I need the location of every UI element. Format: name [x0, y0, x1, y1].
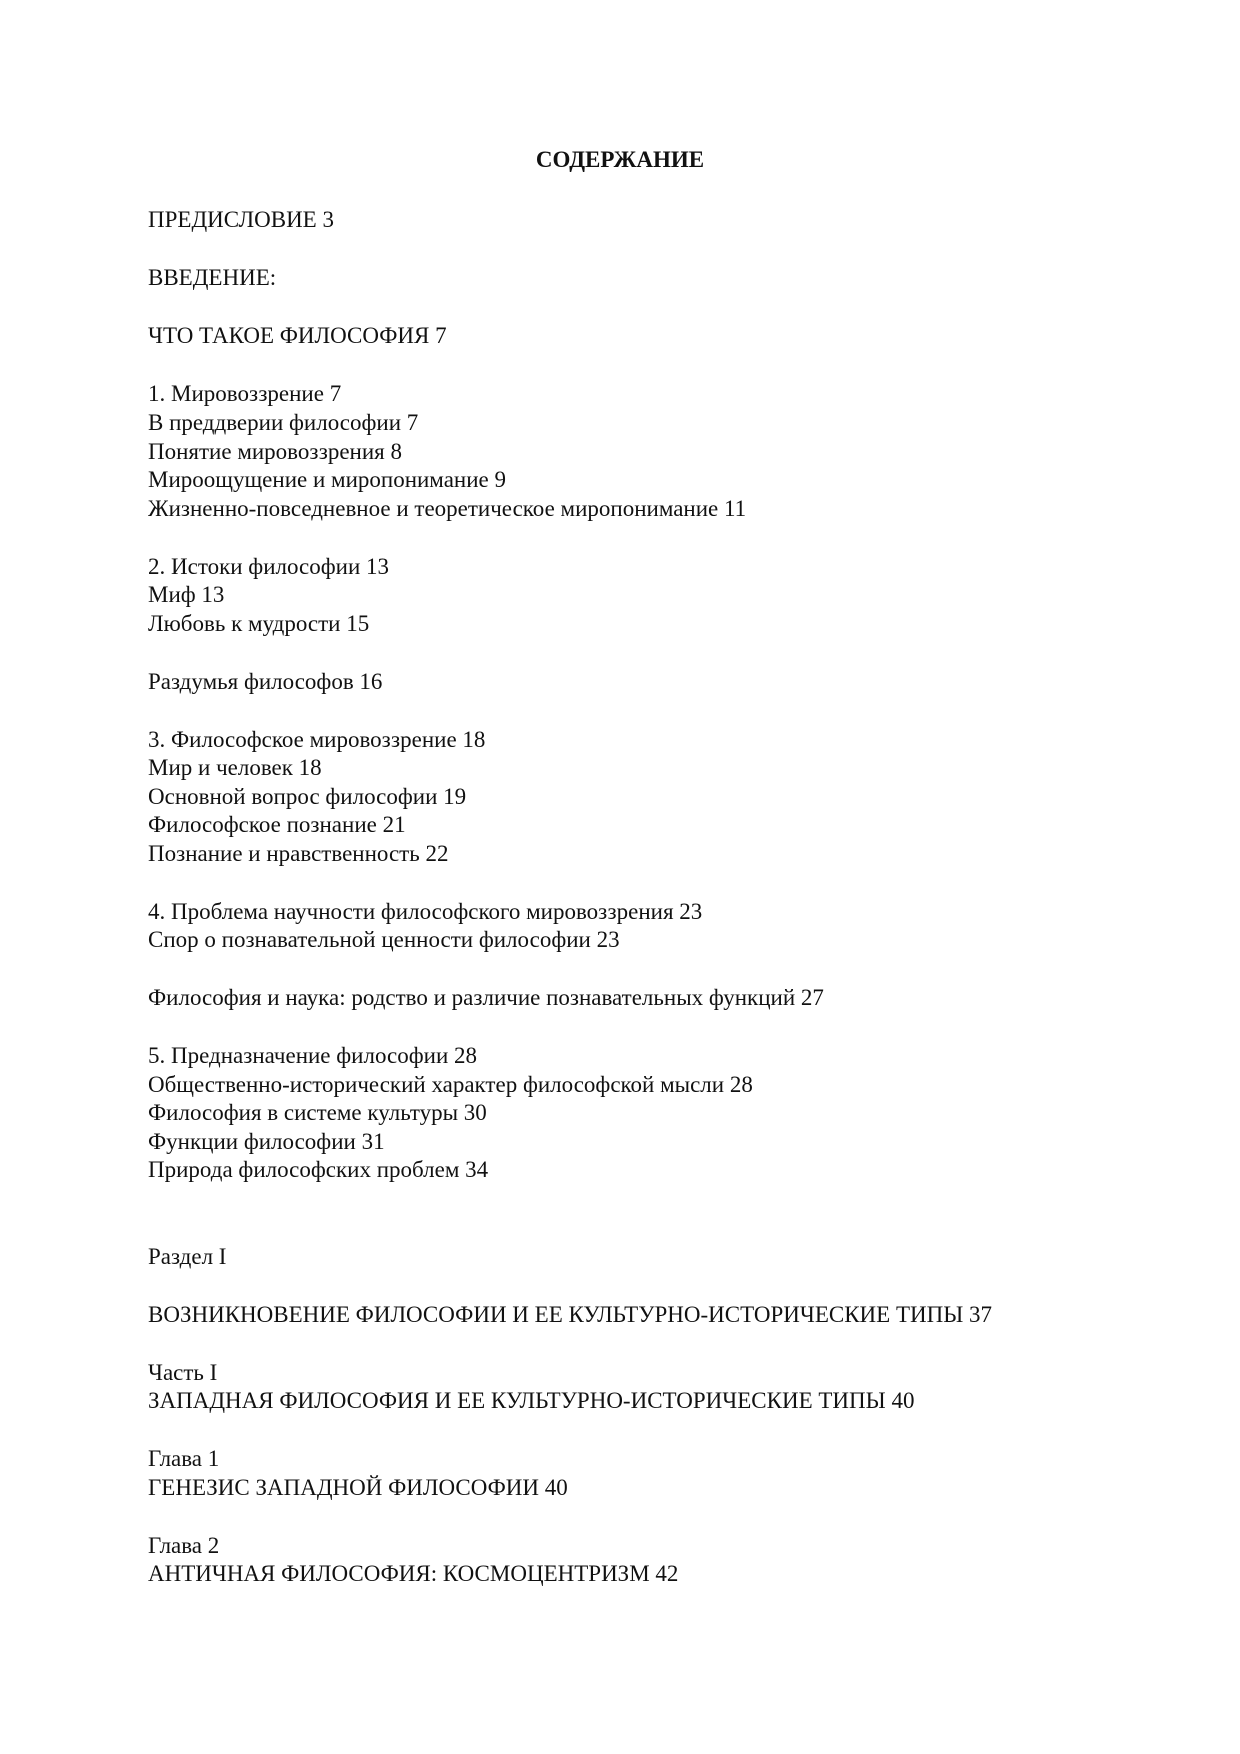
toc-entry: ВВЕДЕНИЕ: — [148, 265, 277, 290]
toc-entry: 3. Философское мировоззрение 18 — [148, 727, 486, 752]
toc-entry: В преддверии философии 7 — [148, 410, 419, 435]
toc-entry: 4. Проблема научности философского мировоззрения 23 — [148, 899, 703, 924]
toc-entry: Мир и человек 18 — [148, 755, 322, 780]
toc-entry: Философское познание 21 — [148, 812, 406, 837]
toc-entry: Основной вопрос философии 19 — [148, 784, 467, 809]
toc-entry: Раздумья философов 16 — [148, 669, 383, 694]
chapter-label: Глава 1 — [148, 1446, 220, 1471]
toc-entry: ПРЕДИСЛОВИЕ 3 — [148, 207, 334, 232]
page-title: СОДЕРЖАНИЕ — [535, 147, 705, 172]
section-heading: ВОЗНИКНОВЕНИЕ ФИЛОСОФИИ И ЕЕ КУЛЬТУРНО-ИСТОРИЧЕСКИЕ ТИПЫ 37 — [148, 1302, 993, 1327]
toc-entry: Жизненно-повседневное и теоретическое миропонимание 11 — [148, 496, 747, 521]
toc-entry: Любовь к мудрости 15 — [148, 611, 370, 636]
part-label: Часть I — [148, 1360, 218, 1385]
chapter-heading: АНТИЧНАЯ ФИЛОСОФИЯ: КОСМОЦЕНТРИЗМ 42 — [148, 1561, 679, 1586]
chapter-heading: ГЕНЕЗИС ЗАПАДНОЙ ФИЛОСОФИИ 40 — [148, 1475, 568, 1500]
toc-entry: 1. Мировоззрение 7 — [148, 381, 342, 406]
toc-entry: 5. Предназначение философии 28 — [148, 1043, 478, 1068]
toc-entry: Философия и наука: родство и различие познавательных функций 27 — [148, 985, 824, 1010]
chapter-label: Глава 2 — [148, 1533, 220, 1558]
toc-entry: Функции философии 31 — [148, 1129, 385, 1154]
toc-entry: Понятие мировоззрения 8 — [148, 439, 402, 464]
section-label: Раздел I — [148, 1244, 227, 1269]
toc-entry: Спор о познавательной ценности философии 23 — [148, 927, 620, 952]
toc-entry: Мироощущение и миропонимание 9 — [148, 467, 506, 492]
toc-entry: Философия в системе культуры 30 — [148, 1100, 487, 1125]
toc-entry: Миф 13 — [148, 582, 225, 607]
part-heading: ЗАПАДНАЯ ФИЛОСОФИЯ И ЕЕ КУЛЬТУРНО-ИСТОРИЧЕСКИЕ ТИПЫ 40 — [148, 1388, 915, 1413]
toc-entry: 2. Истоки философии 13 — [148, 554, 390, 579]
toc-entry: Природа философских проблем 34 — [148, 1157, 489, 1182]
toc-entry: Общественно-исторический характер философской мысли 28 — [148, 1072, 753, 1097]
toc-entry: Познание и нравственность 22 — [148, 841, 449, 866]
toc-entry: ЧТО ТАКОЕ ФИЛОСОФИЯ 7 — [148, 323, 447, 348]
